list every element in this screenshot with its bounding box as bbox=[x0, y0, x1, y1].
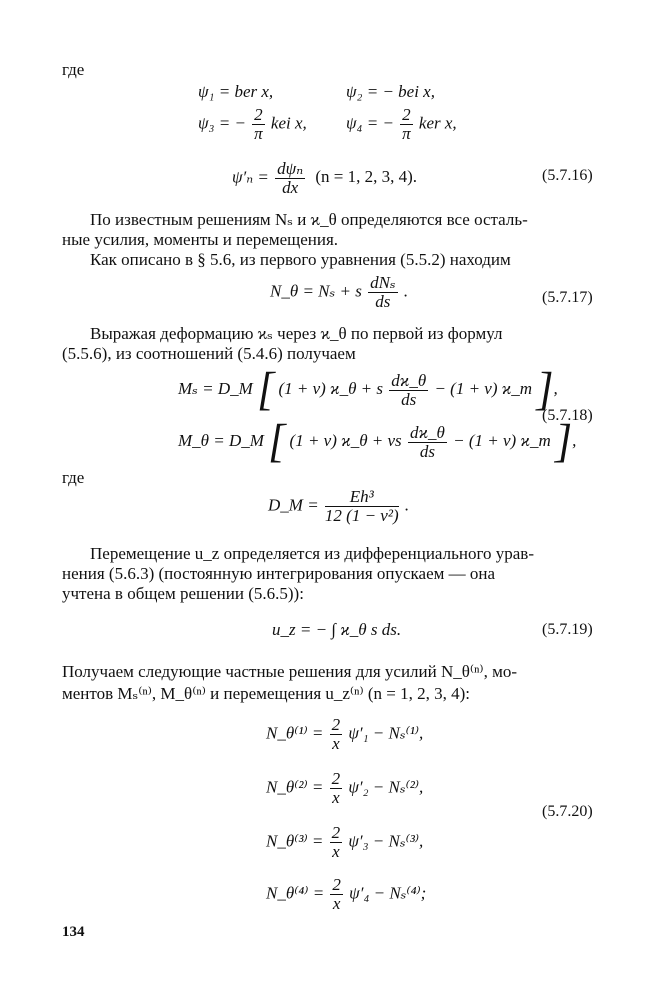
eq-tag-5-7-18: (5.7.18) bbox=[542, 407, 593, 424]
para1-line1: По известным решениям Nₛ и ϰ_θ определяются все осталь- bbox=[90, 210, 528, 229]
para5-line1: Получаем следующие частные решения для усилий N_θ⁽ⁿ⁾, мо- bbox=[62, 662, 518, 681]
para4-line2: нения (5.6.3) (постоянную интегрирования опускаем — она bbox=[62, 564, 496, 583]
para5-line2: ментов Mₛ⁽ⁿ⁾, M_θ⁽ⁿ⁾ и перемещения u_z⁽ⁿ⁾ (n = 1, 2, 3, 4): bbox=[62, 684, 471, 703]
text-gde: где bbox=[62, 60, 85, 79]
eq-5-7-16: ψ′ₙ = $\frac{\text{dψₙ}}{dx}$ (n = 1, 2, 3, 4). bbox=[232, 159, 418, 197]
para1-line2: ные усилия, моменты и перемещения. bbox=[62, 230, 339, 249]
dm-def: D_M = $\frac{\text{Eh³}}{\text{12 (1 − ν²)}}$ . bbox=[268, 487, 410, 525]
eq-5-7-18-row1: Mₛ = D_M [ (1 + ν) ϰ_θ + s $\frac{dϰ\_\theta}{ds}$ − (1 + ν) ϰ_т ], bbox=[178, 363, 558, 416]
page-number: 134 bbox=[62, 924, 85, 940]
para3-line1: Выражая деформацию ϰₛ через ϰ_θ по первой из формул bbox=[90, 324, 503, 343]
psi1-def: ψ₁ = ber x, bbox=[198, 82, 274, 101]
eq-5-7-20-row1: N_θ⁽¹⁾ = $\frac{2}{x}$ ψ′₁ − Nₛ⁽¹⁾, bbox=[266, 715, 424, 753]
para4-line1: Перемещение u_z определяется из дифференциального урав- bbox=[90, 544, 534, 563]
psi4-def: ψ₄ = − $\frac{2}{\pi}$ ker x, bbox=[346, 105, 457, 143]
eq-5-7-20-row3: N_θ⁽³⁾ = $\frac{2}{x}$ ψ′₃ − Nₛ⁽³⁾, bbox=[266, 823, 424, 861]
eq-tag-5-7-20: (5.7.20) bbox=[542, 803, 593, 820]
eq-5-7-17: N_θ = Nₛ + s $\frac{\text{dNₛ}}{ds}$ . bbox=[270, 273, 409, 311]
eq-5-7-20-row2: N_θ⁽²⁾ = $\frac{2}{x}$ ψ′₂ − Nₛ⁽²⁾, bbox=[266, 769, 424, 807]
para2: Как описано в § 5.6, из первого уравнения (5.5.2) находим bbox=[90, 250, 511, 269]
psi3-def: ψ₃ = − $\frac{2}{\pi}$ kei x, bbox=[198, 105, 307, 143]
eq-tag-5-7-17: (5.7.17) bbox=[542, 289, 593, 306]
para3-line2: (5.5.6), из соотношений (5.4.6) получаем bbox=[62, 344, 356, 363]
eq-5-7-20-row4: N_θ⁽⁴⁾ = $\frac{2}{x}$ ψ′₄ − Nₛ⁽⁴⁾; bbox=[266, 875, 427, 913]
eq-5-7-18-row2: M_θ = D_M [ (1 + ν) ϰ_θ + νs $\frac{dϰ\_\theta}{ds}$ − (1 + ν) ϰ_т ], bbox=[178, 415, 577, 468]
text-gde-2: где bbox=[62, 468, 85, 487]
eq-5-7-19: u_z = − ∫ ϰ_θ s ds. bbox=[272, 620, 402, 639]
psi2-def: ψ₂ = − bei x, bbox=[346, 82, 435, 101]
para4-line3: учтена в общем решении (5.6.5)): bbox=[62, 584, 304, 603]
eq-tag-5-7-19: (5.7.19) bbox=[542, 621, 593, 638]
eq-tag-5-7-16: (5.7.16) bbox=[542, 167, 593, 184]
